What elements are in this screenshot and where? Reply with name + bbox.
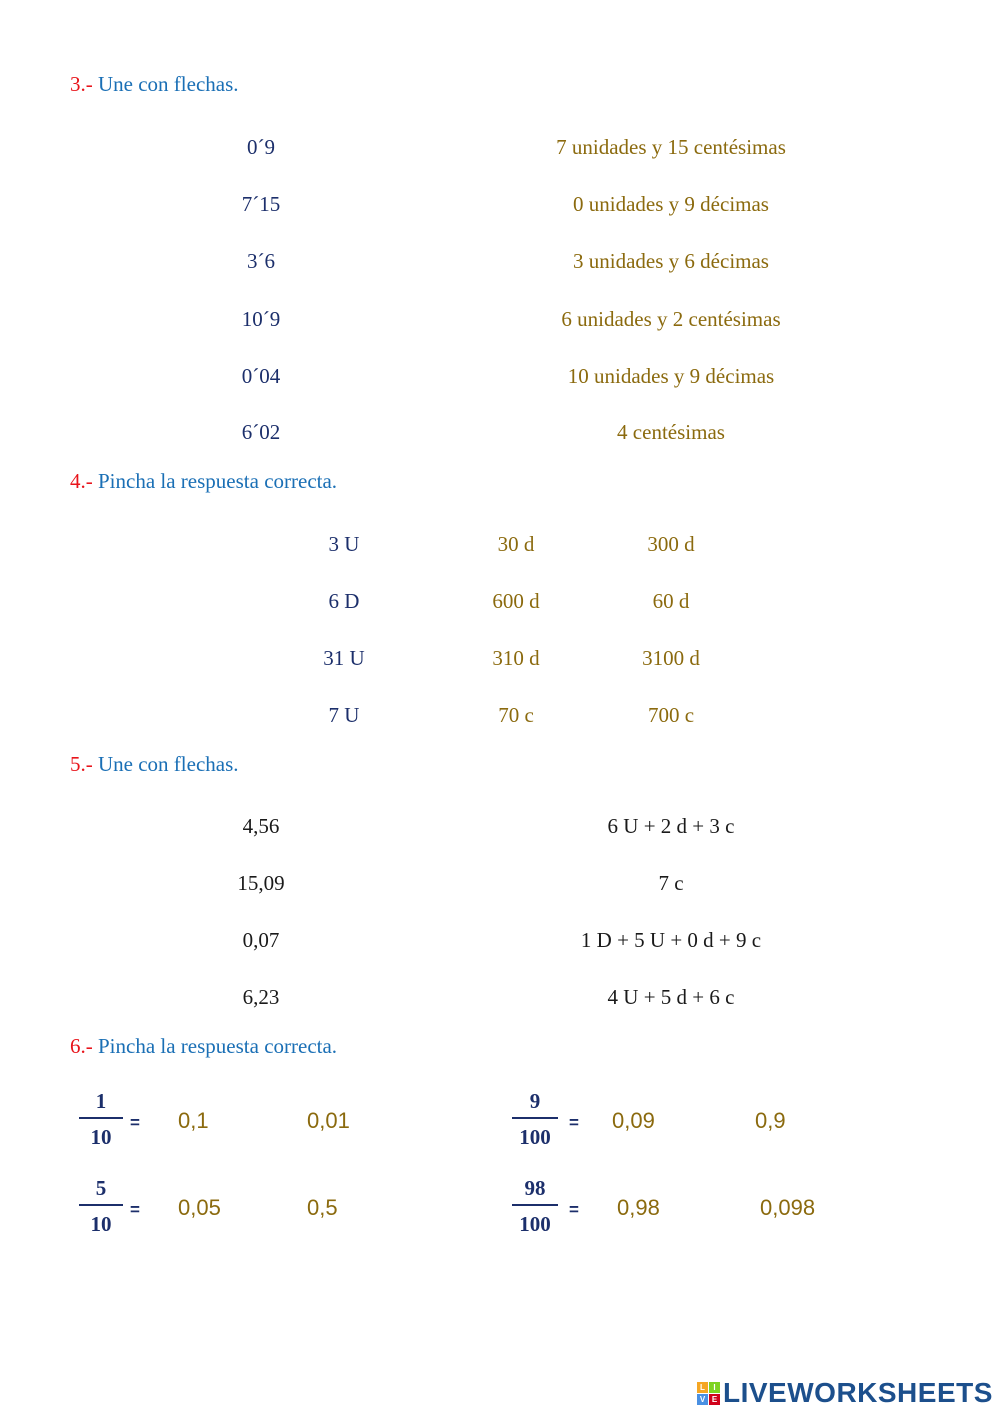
section-5-heading bbox=[70, 752, 239, 777]
logo-block: I bbox=[709, 1382, 720, 1393]
match-right-item[interactable]: 4 centésimas bbox=[617, 420, 725, 444]
answer-option[interactable]: 300 d bbox=[647, 532, 695, 556]
match-left-item[interactable]: 7´15 bbox=[241, 192, 281, 216]
question-label: 31 U bbox=[323, 646, 365, 670]
match-left-item[interactable]: 0´9 bbox=[247, 135, 275, 159]
answer-option[interactable]: 0,98 bbox=[617, 1195, 660, 1220]
section-instruction: Une con flechas. bbox=[92, 752, 239, 776]
section-number: 3.- bbox=[70, 72, 93, 96]
logo-block: E bbox=[709, 1394, 720, 1405]
logo-block: V bbox=[697, 1394, 708, 1405]
match-right-item[interactable]: 10 unidades y 9 décimas bbox=[567, 364, 775, 388]
section-number: 5.- bbox=[70, 752, 93, 776]
question-label: 6 D bbox=[328, 589, 360, 613]
fraction-numerator: 5 bbox=[95, 1176, 107, 1200]
answer-option[interactable]: 0,01 bbox=[307, 1108, 350, 1133]
fraction-denominator: 100 bbox=[519, 1212, 551, 1236]
equals-sign: = bbox=[130, 1113, 140, 1132]
section-3-heading bbox=[70, 72, 239, 97]
section-number: 4.- bbox=[70, 469, 93, 493]
fraction-denominator: 100 bbox=[519, 1125, 551, 1149]
answer-option[interactable]: 0,9 bbox=[755, 1108, 786, 1133]
answer-option[interactable]: 30 d bbox=[497, 532, 535, 556]
fraction-bar bbox=[79, 1117, 123, 1119]
match-right-item[interactable]: 3 unidades y 6 décimas bbox=[573, 249, 769, 273]
answer-option[interactable]: 0,05 bbox=[178, 1195, 221, 1220]
match-right-item[interactable]: 6 U + 2 d + 3 c bbox=[607, 814, 735, 838]
answer-option[interactable]: 0,1 bbox=[178, 1108, 209, 1133]
answer-option[interactable]: 600 d bbox=[492, 589, 540, 613]
fraction-numerator: 1 bbox=[95, 1089, 107, 1113]
match-left-item[interactable]: 10´9 bbox=[241, 307, 281, 331]
question-label: 3 U bbox=[328, 532, 360, 556]
fraction bbox=[512, 1087, 558, 1151]
logo-block: L bbox=[697, 1382, 708, 1393]
answer-option[interactable]: 0,098 bbox=[760, 1195, 816, 1220]
answer-option[interactable]: 0,09 bbox=[612, 1108, 655, 1133]
match-left-item[interactable]: 0,07 bbox=[242, 928, 280, 952]
question-label: 7 U bbox=[328, 703, 360, 727]
fraction-denominator: 10 bbox=[90, 1125, 112, 1149]
match-left-item[interactable]: 3´6 bbox=[247, 249, 275, 273]
answer-option[interactable]: 70 c bbox=[498, 703, 534, 727]
match-right-item[interactable]: 7 unidades y 15 centésimas bbox=[556, 135, 786, 159]
fraction bbox=[79, 1174, 123, 1238]
section-instruction: Pincha la respuesta correcta. bbox=[92, 469, 338, 493]
fraction bbox=[512, 1174, 558, 1238]
answer-option[interactable]: 310 d bbox=[492, 646, 540, 670]
fraction-numerator: 98 bbox=[524, 1176, 546, 1200]
match-left-item[interactable]: 6,23 bbox=[242, 985, 280, 1009]
match-left-item[interactable]: 6´02 bbox=[241, 420, 281, 444]
section-instruction: Pincha la respuesta correcta. bbox=[92, 1034, 338, 1058]
fraction-bar bbox=[512, 1117, 558, 1119]
match-right-item[interactable]: 7 c bbox=[658, 871, 684, 895]
match-right-item[interactable]: 1 D + 5 U + 0 d + 9 c bbox=[580, 928, 762, 952]
answer-option[interactable]: 60 d bbox=[652, 589, 690, 613]
match-right-item[interactable]: 4 U + 5 d + 6 c bbox=[607, 985, 735, 1009]
match-right-item[interactable]: 0 unidades y 9 décimas bbox=[573, 192, 769, 216]
match-left-item[interactable]: 4,56 bbox=[242, 814, 280, 838]
match-left-item[interactable]: 15,09 bbox=[237, 871, 285, 895]
logo-text: LIVEWORKSHEETS bbox=[723, 1377, 993, 1408]
fraction-bar bbox=[79, 1204, 123, 1206]
liveworksheets-logo bbox=[697, 1378, 993, 1408]
answer-option[interactable]: 0,5 bbox=[307, 1195, 338, 1220]
equals-sign: = bbox=[130, 1200, 140, 1219]
match-right-item[interactable]: 6 unidades y 2 centésimas bbox=[561, 307, 781, 331]
match-left-item[interactable]: 0´04 bbox=[241, 364, 281, 388]
section-number: 6.- bbox=[70, 1034, 93, 1058]
equals-sign: = bbox=[569, 1113, 579, 1132]
section-4-heading bbox=[70, 469, 337, 494]
fraction-denominator: 10 bbox=[90, 1212, 112, 1236]
answer-option[interactable]: 3100 d bbox=[642, 646, 700, 670]
fraction-numerator: 9 bbox=[529, 1089, 541, 1113]
fraction bbox=[79, 1087, 123, 1151]
section-6-heading bbox=[70, 1034, 337, 1059]
answer-option[interactable]: 700 c bbox=[647, 703, 695, 727]
section-instruction: Une con flechas. bbox=[92, 72, 239, 96]
equals-sign: = bbox=[569, 1200, 579, 1219]
fraction-bar bbox=[512, 1204, 558, 1206]
logo-blocks-icon bbox=[697, 1382, 720, 1405]
